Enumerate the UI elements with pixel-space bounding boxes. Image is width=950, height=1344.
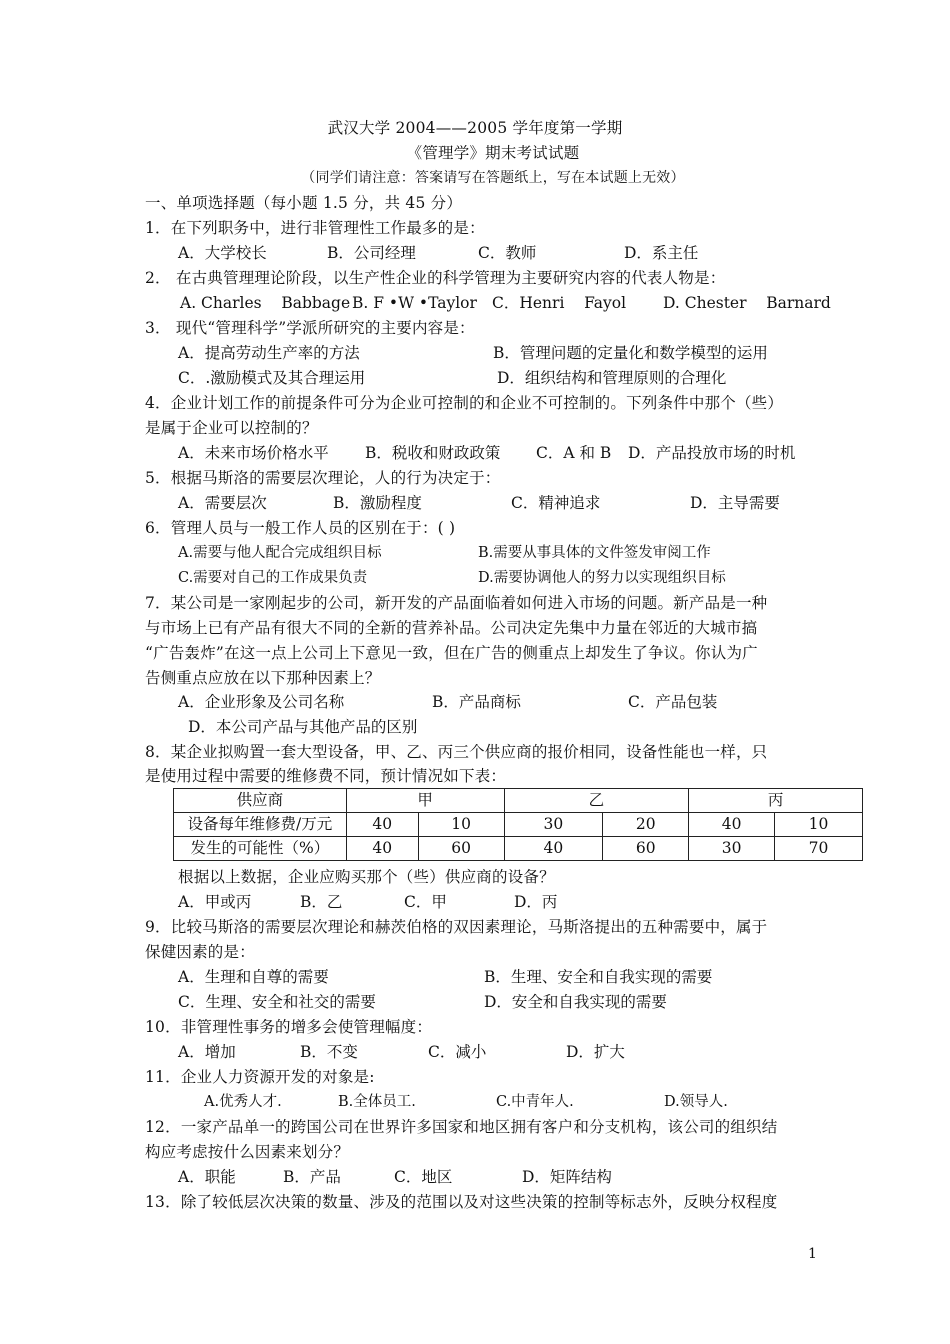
table-cell: 30 [504, 813, 603, 837]
q1-option-a: A．大学校长 [178, 244, 267, 262]
q12-option-b: B．产品 [283, 1168, 341, 1186]
exam-subtitle: 《管理学》期末考试试题 [406, 144, 580, 162]
table-cell: 70 [775, 837, 863, 861]
q8-option-d: D．丙 [514, 893, 558, 911]
table-row [174, 813, 863, 837]
table-cell: 30 [689, 837, 775, 861]
q5-option-d: D．主导需要 [690, 494, 780, 512]
q11-option-c: C.中青年人. [496, 1094, 574, 1110]
question-6-stem: 6．管理人员与一般工作人员的区别在于：( ) [145, 519, 456, 537]
q9-option-c: C．生理、安全和社交的需要 [178, 993, 376, 1011]
table-cell: 40 [504, 837, 603, 861]
table-cell: 40 [346, 837, 418, 861]
q7-option-d: D．本公司产品与其他产品的区别 [188, 718, 418, 736]
question-2-stem: 2． 在古典管理理论阶段，以生产性企业的科学管理为主要研究内容的代表人物是： [145, 269, 726, 287]
q7-option-c: C．产品包装 [628, 693, 718, 711]
q2-option-c: C．Henri Fayol [492, 294, 627, 312]
q11-option-a: A.优秀人才. [204, 1094, 282, 1110]
question-7-stem-line4: 告侧重点应放在以下那种因素上？ [145, 669, 381, 687]
question-8-stem-line1: 8．某企业拟购置一套大型设备，甲、乙、丙三个供应商的报价相同，设备性能也一样，只 [145, 743, 768, 761]
table-header-row [174, 789, 863, 813]
q5-option-c: C．精神追求 [511, 494, 601, 512]
question-1-stem: 1．在下列职务中，进行非管理性工作最多的是： [145, 219, 485, 237]
table-header-cell: 乙 [504, 789, 689, 813]
page-number: 1 [808, 1246, 817, 1262]
q12-option-a: A．职能 [178, 1168, 236, 1186]
question-4-stem-line2: 是属于企业可以控制的？ [145, 419, 318, 437]
q10-option-d: D．扩大 [566, 1043, 625, 1061]
exam-title: 武汉大学 2004——2005 学年度第一学期 [327, 119, 623, 137]
question-3-stem: 3． 现代“管理科学”学派所研究的主要内容是： [145, 319, 475, 337]
question-8-stem-line2: 是使用过程中需要的维修费不同，预计情况如下表： [145, 767, 507, 785]
q4-option-a: A．未来市场价格水平 [178, 444, 329, 462]
table-cell: 10 [775, 813, 863, 837]
q7-option-b: B．产品商标 [432, 693, 521, 711]
q6-option-a: A.需要与他人配合完成组织目标 [178, 545, 382, 561]
question-12-stem-line1: 12．一家产品单一的跨国公司在世界许多国家和地区拥有客户和分支机构，该公司的组织结 [145, 1118, 778, 1136]
q3-option-d: D．组织结构和管理原则的合理化 [497, 369, 727, 387]
q3-option-b: B．管理问题的定量化和数学模型的运用 [493, 344, 768, 362]
question-12-stem-line2: 构应考虑按什么因素来划分？ [145, 1143, 350, 1161]
table-cell: 40 [689, 813, 775, 837]
q1-option-d: D．系主任 [624, 244, 699, 262]
question-7-stem-line1: 7．某公司是一家刚起步的公司，新开发的产品面临着如何进入市场的问题。新产品是一种 [145, 594, 768, 612]
table-row-label: 设备每年维修费/万元 [174, 813, 347, 837]
q4-option-d: D．产品投放市场的时机 [628, 444, 796, 462]
table-cell: 60 [418, 837, 504, 861]
q3-option-c: C．.激励模式及其合理运用 [178, 369, 366, 387]
question-10-stem: 10．非管理性事务的增多会使管理幅度： [145, 1018, 433, 1036]
q7-option-a: A．企业形象及公司名称 [178, 693, 345, 711]
question-8-followup: 根据以上数据，企业应购买那个（些）供应商的设备？ [178, 868, 555, 886]
q9-option-b: B．生理、安全和自我实现的需要 [484, 968, 713, 986]
q1-option-c: C．教师 [478, 244, 537, 262]
table-cell: 60 [603, 837, 689, 861]
q2-option-b: B. F •W •Taylor [352, 294, 477, 312]
q6-option-b: B.需要从事具体的文件签发审阅工作 [478, 545, 711, 561]
question-5-stem: 5．根据马斯洛的需要层次理论，人的行为决定于： [145, 469, 501, 487]
table-cell: 40 [346, 813, 418, 837]
q10-option-b: B．不变 [300, 1043, 358, 1061]
exam-note: （同学们请注意：答案请写在答题纸上，写在本试题上无效） [301, 170, 685, 186]
q9-option-d: D．安全和自我实现的需要 [484, 993, 667, 1011]
q11-option-d: D.领导人. [664, 1094, 728, 1110]
section-heading: 一、单项选择题（每小题 1.5 分，共 45 分） [145, 194, 463, 212]
q9-option-a: A．生理和自尊的需要 [178, 968, 329, 986]
q12-option-c: C．地区 [394, 1168, 453, 1186]
table-header-cell: 供应商 [174, 789, 347, 813]
table-row [174, 837, 863, 861]
table-cell: 20 [603, 813, 689, 837]
q3-option-a: A．提高劳动生产率的方法 [178, 344, 360, 362]
supplier-table [173, 788, 863, 861]
q4-option-c: C．A 和 B [536, 444, 612, 462]
q2-option-d: D. Chester Barnard [663, 294, 831, 312]
q11-option-b: B.全体员工. [338, 1094, 416, 1110]
q12-option-d: D．矩阵结构 [522, 1168, 612, 1186]
q6-option-d: D.需要协调他人的努力以实现组织目标 [478, 570, 726, 586]
q5-option-a: A．需要层次 [178, 494, 267, 512]
question-11-stem: 11．企业人力资源开发的对象是: [145, 1068, 375, 1086]
question-7-stem-line2: 与市场上已有产品有很大不同的全新的营养补品。公司决定先集中力量在邻近的大城市搞 [145, 619, 758, 637]
q2-option-a: A. Charles Babbage [180, 294, 351, 312]
question-9-stem-line2: 保健因素的是： [145, 943, 255, 961]
question-7-stem-line3: “广告轰炸”在这一点上公司上下意见一致，但在广告的侧重点上却发生了争议。你认为广 [145, 644, 758, 662]
q1-option-b: B．公司经理 [327, 244, 416, 262]
q5-option-b: B．激励程度 [333, 494, 422, 512]
q4-option-b: B．税收和财政政策 [365, 444, 501, 462]
table-header-cell: 丙 [689, 789, 863, 813]
q6-option-c: C.需要对自己的工作成果负责 [178, 570, 368, 586]
q8-option-b: B．乙 [300, 893, 343, 911]
q8-option-c: C．甲 [404, 893, 447, 911]
question-9-stem-line1: 9．比较马斯洛的需要层次理论和赫茨伯格的双因素理论，马斯洛提出的五种需要中，属于 [145, 918, 768, 936]
table-header-cell: 甲 [346, 789, 504, 813]
question-13-stem-line1: 13．除了较低层次决策的数量、涉及的范围以及对这些决策的控制等标志外，反映分权程度 [145, 1193, 778, 1211]
question-4-stem-line1: 4．企业计划工作的前提条件可分为企业可控制的和企业不可控制的。下列条件中那个（些） [145, 394, 784, 412]
table-row-label: 发生的可能性（%） [174, 837, 347, 861]
q10-option-c: C．减小 [428, 1043, 487, 1061]
q10-option-a: A．增加 [178, 1043, 236, 1061]
q8-option-a: A．甲或丙 [178, 893, 252, 911]
table-cell: 10 [418, 813, 504, 837]
